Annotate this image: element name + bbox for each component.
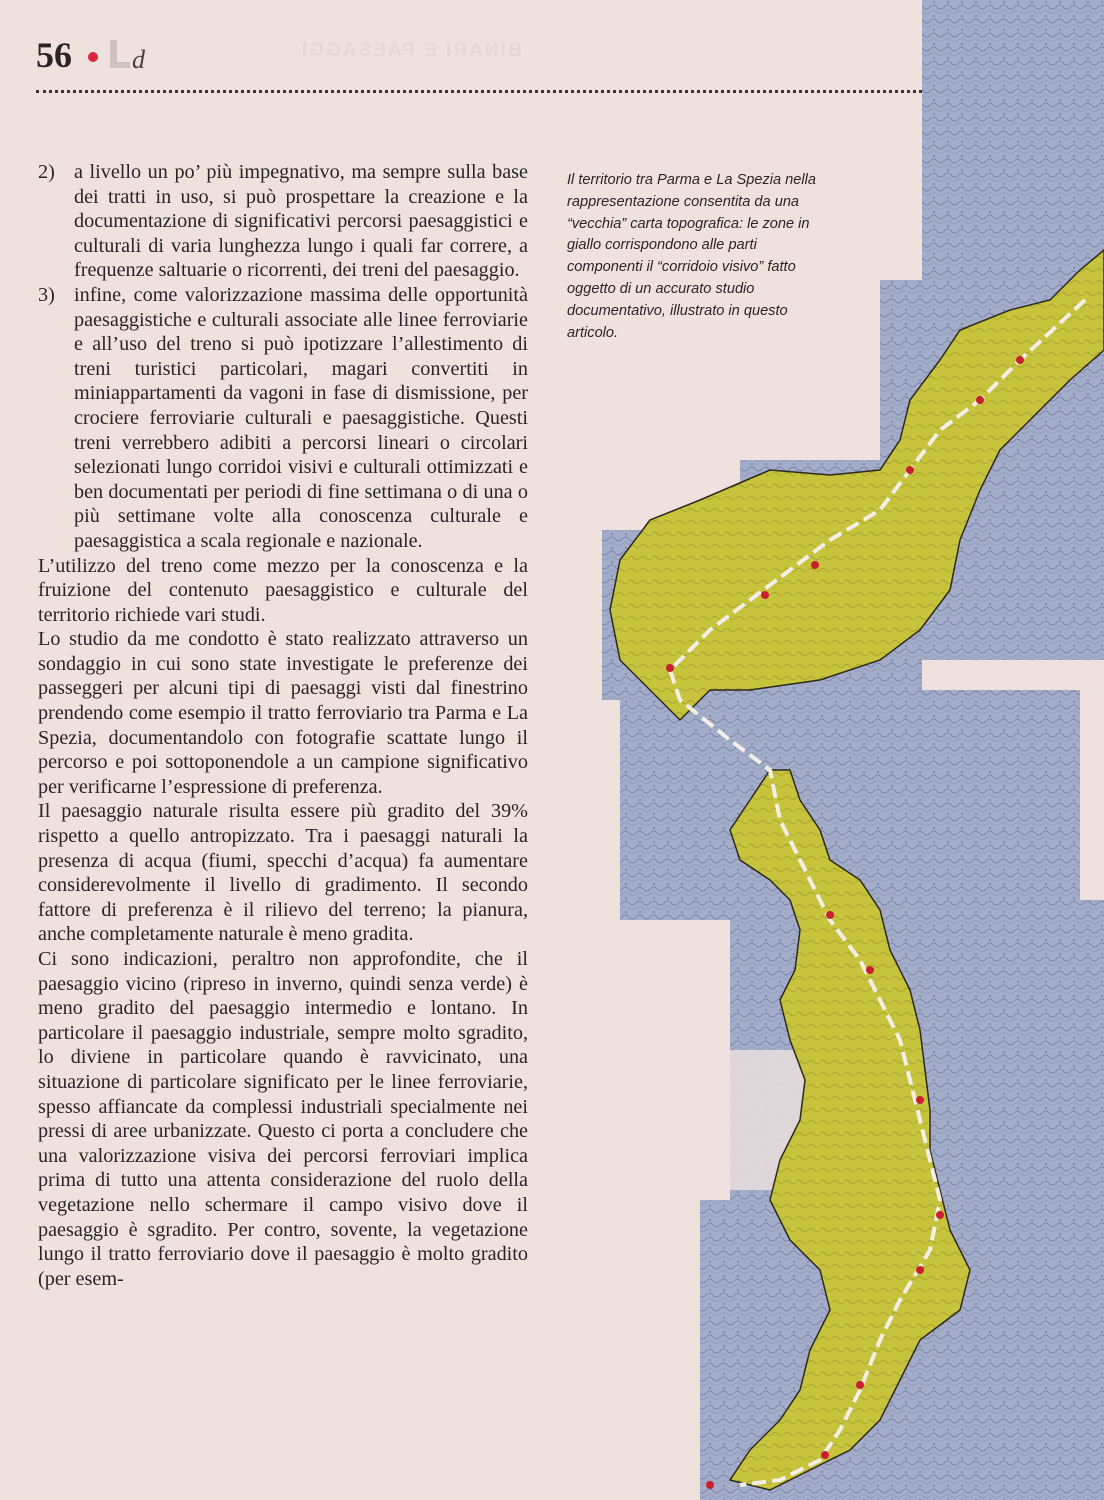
section-title: BINARI E PAESAGGI [300, 40, 522, 61]
article-body [38, 160, 528, 1291]
paragraph: Ci sono indicazioni, peraltro non approfondite, che il paesaggio vicino (ripreso in inverno, quindi senza verde) è meno gradito del paesaggio intermedio e lontano. In particolare il paesaggio industriale, sempre molto sgradito, lo diviene in particolare quando è ravvicinato, una situazione di particolare significato per le linee ferroviarie, spesso affiancate da complessi industriali specialmente nei pressi di aree urbanizzate. Questo ci porta a concludere che una valorizzazione visiva dei percorsi ferroviari implica prima di tutto una attenta considerazione del ruolo della vegetazione nello schermare il campo visivo dove il paesaggio è sgradito. Per contro, sovente, la vegetazione lungo il tratto ferroviario dove il paesaggio è molto gradito (per esem- [38, 948, 528, 1290]
page-number: 56 [36, 35, 72, 75]
list-item [38, 160, 528, 283]
svg-text:d: d [132, 45, 145, 74]
list-text: infine, come valorizzazione massima delle opportunità paesaggistiche e culturali associate alle linee ferroviarie e all’uso del treno si può ipotizzare l’allestimento di treni turistici particolari, magari convertiti in miniappartamenti da vagoni in fase di dismissione, per crociere ferroviarie culturali e paesaggistiche. Questi treni verrebbero adibiti a percorsi lineari o circolari selezionati lungo corridoi visivi e culturali ottimizzati e ben documentati per periodi di fine settimana o di una o più settimane volte alla conoscenza culturale e paesaggistica a scala regionale e nazionale. [74, 283, 528, 552]
paragraph: Il paesaggio naturale risulta essere più gradito del 39% rispetto a quello antropizzato. Tra i paesaggi naturali la presenza di acqua (fiumi, specchi d’acqua) fa aumentare considerevolmente il livello di gradimento. Il secondo fattore di preferenza è il rilievo del terreno; la pianura, anche completamente naturale è meno gradita. [38, 800, 528, 946]
map-caption: Il territorio tra Parma e La Spezia nella rappresentazione consentita da una “vecchia” carta topografica: le zone in giallo corrispondono alle parti componenti il “corridoio visivo” fatto oggetto di un accurato studio documentativo, illustrato in questo articolo. [567, 172, 817, 341]
paragraph: Lo studio da me condotto è stato realizzato attraverso un sondaggio in cui sono state investigate le preferenze dei passeggeri per alcuni tipi di paesaggi visti dal finestrino prendendo come esempio il tratto ferroviario tra Parma e La Spezia, documentandolo con fotografie scattate lungo il percorso e poi sottoponendole a un campione significativo per verificarne l’espressione di preferenza. [38, 628, 528, 798]
list-number: 3) [38, 283, 55, 306]
list-item [38, 283, 528, 554]
list-text: a livello un po’ più impegnativo, ma sempre sulla base dei tratti in uso, si può prospettare la creazione e la documentazione di significativi percorsi paesaggistici e culturali di varia lunghezza lungo i quali far correre, a frequenze saltuarie o ricorrenti, dei treni del paesaggio. [74, 161, 528, 282]
magazine-logo [108, 36, 152, 74]
header-bullet [88, 52, 98, 62]
list-number: 2) [38, 161, 55, 183]
paragraph: L’utilizzo del treno come mezzo per la conoscenza e la fruizione del contenuto paesaggistico e culturale del territorio richiede vari studi. [38, 554, 528, 626]
